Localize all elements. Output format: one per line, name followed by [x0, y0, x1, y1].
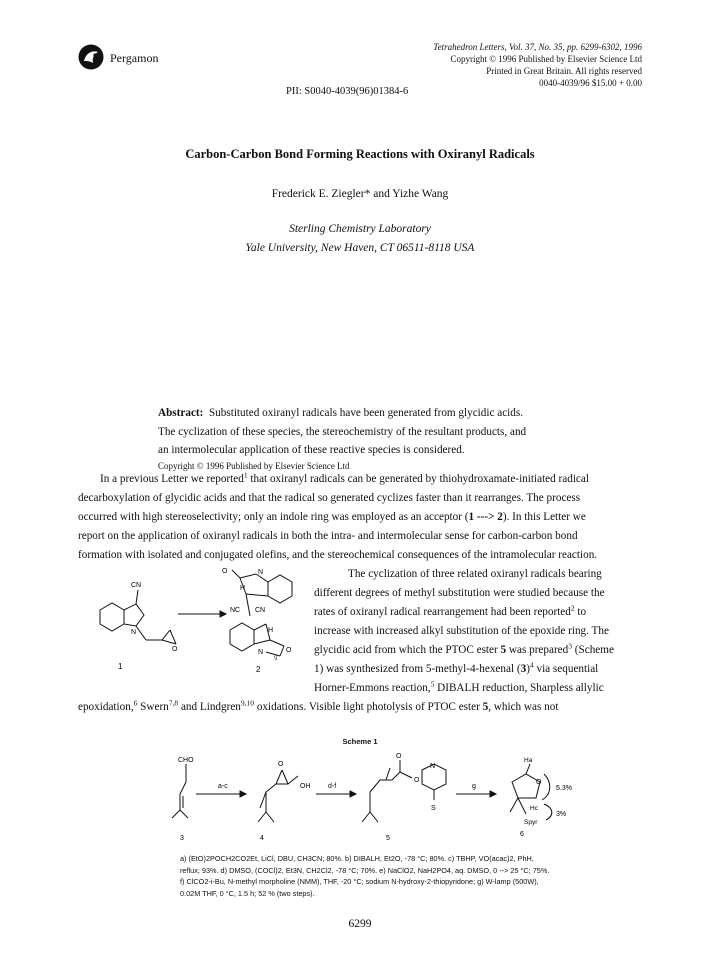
caption-line-4: 0.02M THF, 0 °C, 1.5 h; 52 % (two steps).: [180, 888, 315, 898]
compound-6-label: 6: [520, 831, 524, 838]
p2-line-5: glycidic acid from which the PTOC ester 5 was prepared$^3$ (Scheme: [314, 641, 614, 656]
product-lower-epoxide-c: [266, 652, 280, 656]
product-epoxide: [232, 570, 240, 578]
atom-hc-label: Hc: [530, 805, 538, 812]
noe-arrow-1: [542, 774, 550, 800]
compound-6-methyl-b: [518, 798, 526, 814]
compound-4-epoxide-b: [282, 770, 288, 784]
compound-4-methyl-a: [258, 812, 266, 822]
atom-nc-label: NC: [230, 607, 241, 614]
compound-5-methyl-b: [370, 812, 378, 822]
atom-o-5b: O: [414, 777, 420, 784]
publisher-name: Pergamon: [110, 51, 159, 65]
abstract-line-3: an intermolecular application of these reactive species is considered.: [158, 444, 465, 456]
atom-o-6: O: [536, 779, 542, 786]
scheme-1-diagram: [160, 752, 580, 852]
reaction-arrowhead: [220, 611, 226, 617]
atom-ha-label: Ha: [524, 757, 533, 764]
atom-cho-label: CHO: [178, 757, 194, 764]
compound-5-methyl-a: [362, 812, 370, 822]
atom-spyr-label: Spyr: [524, 819, 538, 826]
p1-line-2: decarboxylation of glycidic acids and that the radical so generated cyclizes faster than it rearranges. The process: [78, 492, 581, 504]
header-printed: Printed in Great Britain. All rights reserved: [486, 66, 642, 76]
step-g-label: g: [472, 783, 476, 790]
p2-line-2: different degrees of methyl substitution were studied because the: [314, 587, 605, 599]
compound-5-chain: [370, 772, 412, 792]
p2-line-1: The cyclization of three related oxiranyl radicals bearing: [348, 568, 602, 580]
product-link: [246, 594, 250, 616]
pergamon-logo-icon: [78, 44, 104, 70]
p2-line-4: increase with increased alkyl substitution of the epoxide ring. The: [314, 625, 609, 637]
noe-arrow-2: [544, 804, 552, 820]
atom-oh-label: OH: [300, 783, 311, 790]
atom-o-4: O: [278, 761, 284, 768]
article-title: Carbon-Carbon Bond Forming Reactions with Oxiranyl Radicals: [185, 147, 535, 161]
abstract-line-1: Abstract: Substituted oxiranyl radicals have been generated from glycidic acids.: [158, 407, 524, 419]
page-number: 6299: [348, 918, 372, 930]
step-d-f-label: d-f: [328, 783, 337, 790]
compound-4-epoxide-a: [276, 770, 282, 784]
arrowhead-g: [490, 791, 496, 797]
noe-percent-2: 3%: [556, 811, 567, 818]
p2-line-3: rates of oxiranyl radical rearrangement had been reported$^2$ to: [314, 603, 587, 618]
atom-cn-label-2: CN: [255, 607, 266, 614]
product-lower-ring-1: [254, 624, 266, 630]
product-lower-ring-3: [254, 640, 270, 644]
product-upper-benzene: [268, 575, 292, 603]
abstract: [158, 404, 628, 472]
atom-o-label-1: O: [172, 646, 178, 653]
epoxide-bond-c: [162, 640, 176, 644]
indole-benzene-ring: [100, 603, 124, 631]
product-ring-3: [246, 594, 268, 596]
epoxide-bond-a: [162, 630, 170, 640]
p1-line-5: formation with isolated and conjugated olefins, and the stereochemical consequences of the intramolecular reaction.: [78, 549, 598, 561]
atom-n-label-2: N: [258, 569, 264, 576]
header-price: 0040-4039/96 $15.00 + 0.00: [539, 78, 642, 88]
arrowhead-a-c: [240, 791, 246, 797]
p2-line-7: Horner-Emmons reaction,$^5$ DIBALH reduction, Sharpless allylic: [314, 679, 604, 694]
pii: PII: S0040-4039(96)01384-6: [286, 86, 409, 97]
journal-citation: Tetrahedron Letters, Vol. 37, No. 35, pp. 6299-6302, 1996: [433, 42, 642, 52]
atom-o-label-2: O: [222, 568, 228, 575]
step-a-c-label: a-c: [218, 783, 228, 790]
affiliation-lab: Sterling Chemistry Laboratory: [289, 223, 431, 235]
atom-o-label-3: O: [286, 647, 292, 654]
compound-5-epoxide: [386, 768, 390, 780]
compound-6-epoxide: [526, 764, 530, 774]
header-copyright: Copyright © 1996 Published by Elsevier Science Ltd: [450, 54, 642, 64]
atom-n-label-3: N: [258, 649, 264, 656]
product-lower-benzene: [230, 623, 254, 651]
p1-line-1: In a previous Letter we reported$^1$ that oxiranyl radicals can be generated by thiohydroxamate-initiated radical: [100, 470, 589, 485]
abstract-line-2: The cyclization of these species, the stereochemistry of the resultant products, and: [158, 425, 527, 438]
caption-line-2: reflux; 93%. d) DMSO, (COCl)2, Et3N, CH2Cl2, -78 °C; 70%. e) NaClO2, NaH2PO4, aq. DMSO, 0 --> 25 °C; 75%.: [180, 865, 550, 875]
indole-pyrrole-ring: [124, 604, 144, 626]
caption-line-1: a) (EtO)2POCH2CO2Et, LiCl, DBU, CH3CN; 80%. b) DIBALH, Et2O, -78 °C; 80%. c) TBHP, VO(acac)2, PhH,: [180, 854, 534, 863]
noe-percent-1: 5.3%: [556, 785, 572, 792]
product-lower-epoxide-a: [270, 640, 284, 646]
compound-6-methyl-a: [510, 798, 518, 812]
n-chain-1: [136, 626, 146, 640]
paragraph-2: [314, 565, 642, 698]
atom-h-label-1: H: [240, 585, 246, 592]
atom-n-5: N: [430, 763, 436, 770]
authors: Frederick E. Ziegler* and Yizhe Wang: [271, 188, 449, 200]
abstract-copyright: Copyright © 1996 Published by Elsevier Science Ltd: [158, 460, 350, 471]
scheme-1-title: Scheme 1: [342, 737, 378, 746]
stereo-dots-label: \\: [274, 656, 278, 662]
atom-n-label-1: N: [131, 629, 137, 636]
product-ring-1: [240, 574, 256, 578]
compound-3-label: 3: [180, 835, 184, 842]
atom-h-label-2: H: [268, 627, 274, 634]
p2-line-6: 1) was synthesized from 5-methyl-4-hexenal $(3)^4$ via sequential: [314, 660, 599, 675]
cn-bond: [136, 590, 138, 604]
p1-line-4: report on the application of oxiranyl radicals in both the intra- and intermolecular sense for carbon-carbon bond: [78, 530, 578, 542]
compound-2-label: 2: [256, 665, 261, 674]
compound-1-label: 1: [118, 662, 123, 671]
compound-3-methyl: [180, 810, 188, 818]
publisher-logo: [78, 44, 104, 70]
scheme-1-caption: [180, 853, 620, 899]
atom-o-5a: O: [396, 753, 402, 760]
atom-s-5: S: [431, 805, 436, 812]
compound-4-label: 4: [260, 835, 264, 842]
caption-line-3: f) ClCO2-i-Bu, N-methyl morpholine (NMM), THF, -20 °C; sodium N-hydroxy-2-thiopyridone; g) W-lamp (500W),: [180, 877, 539, 886]
affiliation-address: Yale University, New Haven, CT 06511-8118 USA: [245, 242, 475, 254]
abstract-label: Abstract:: [158, 407, 204, 419]
reaction-figure-1-to-2: [80, 560, 310, 680]
compound-5-label: 5: [386, 835, 390, 842]
compound-3-chain: [172, 764, 186, 818]
paragraph-1: [78, 470, 642, 565]
epoxide-bond-b: [170, 630, 176, 644]
atom-cn-label: CN: [131, 582, 142, 589]
arrowhead-d-f: [350, 791, 356, 797]
compound-6-ring: [512, 774, 540, 798]
product-lower-epoxide-b: [280, 646, 284, 656]
p2-line-8: epoxidation,$^6$ Swern$^{7,8}$ and Lindgren$^{9,10}$ oxidations. Visible light photolysis of PTOC ester 5, which was not: [78, 698, 559, 713]
p1-line-3: occurred with high stereoselectivity; only an indole ring was employed as an acceptor (1 ---> 2). In this Letter we: [78, 511, 586, 523]
compound-4-methyl-b: [266, 812, 274, 822]
